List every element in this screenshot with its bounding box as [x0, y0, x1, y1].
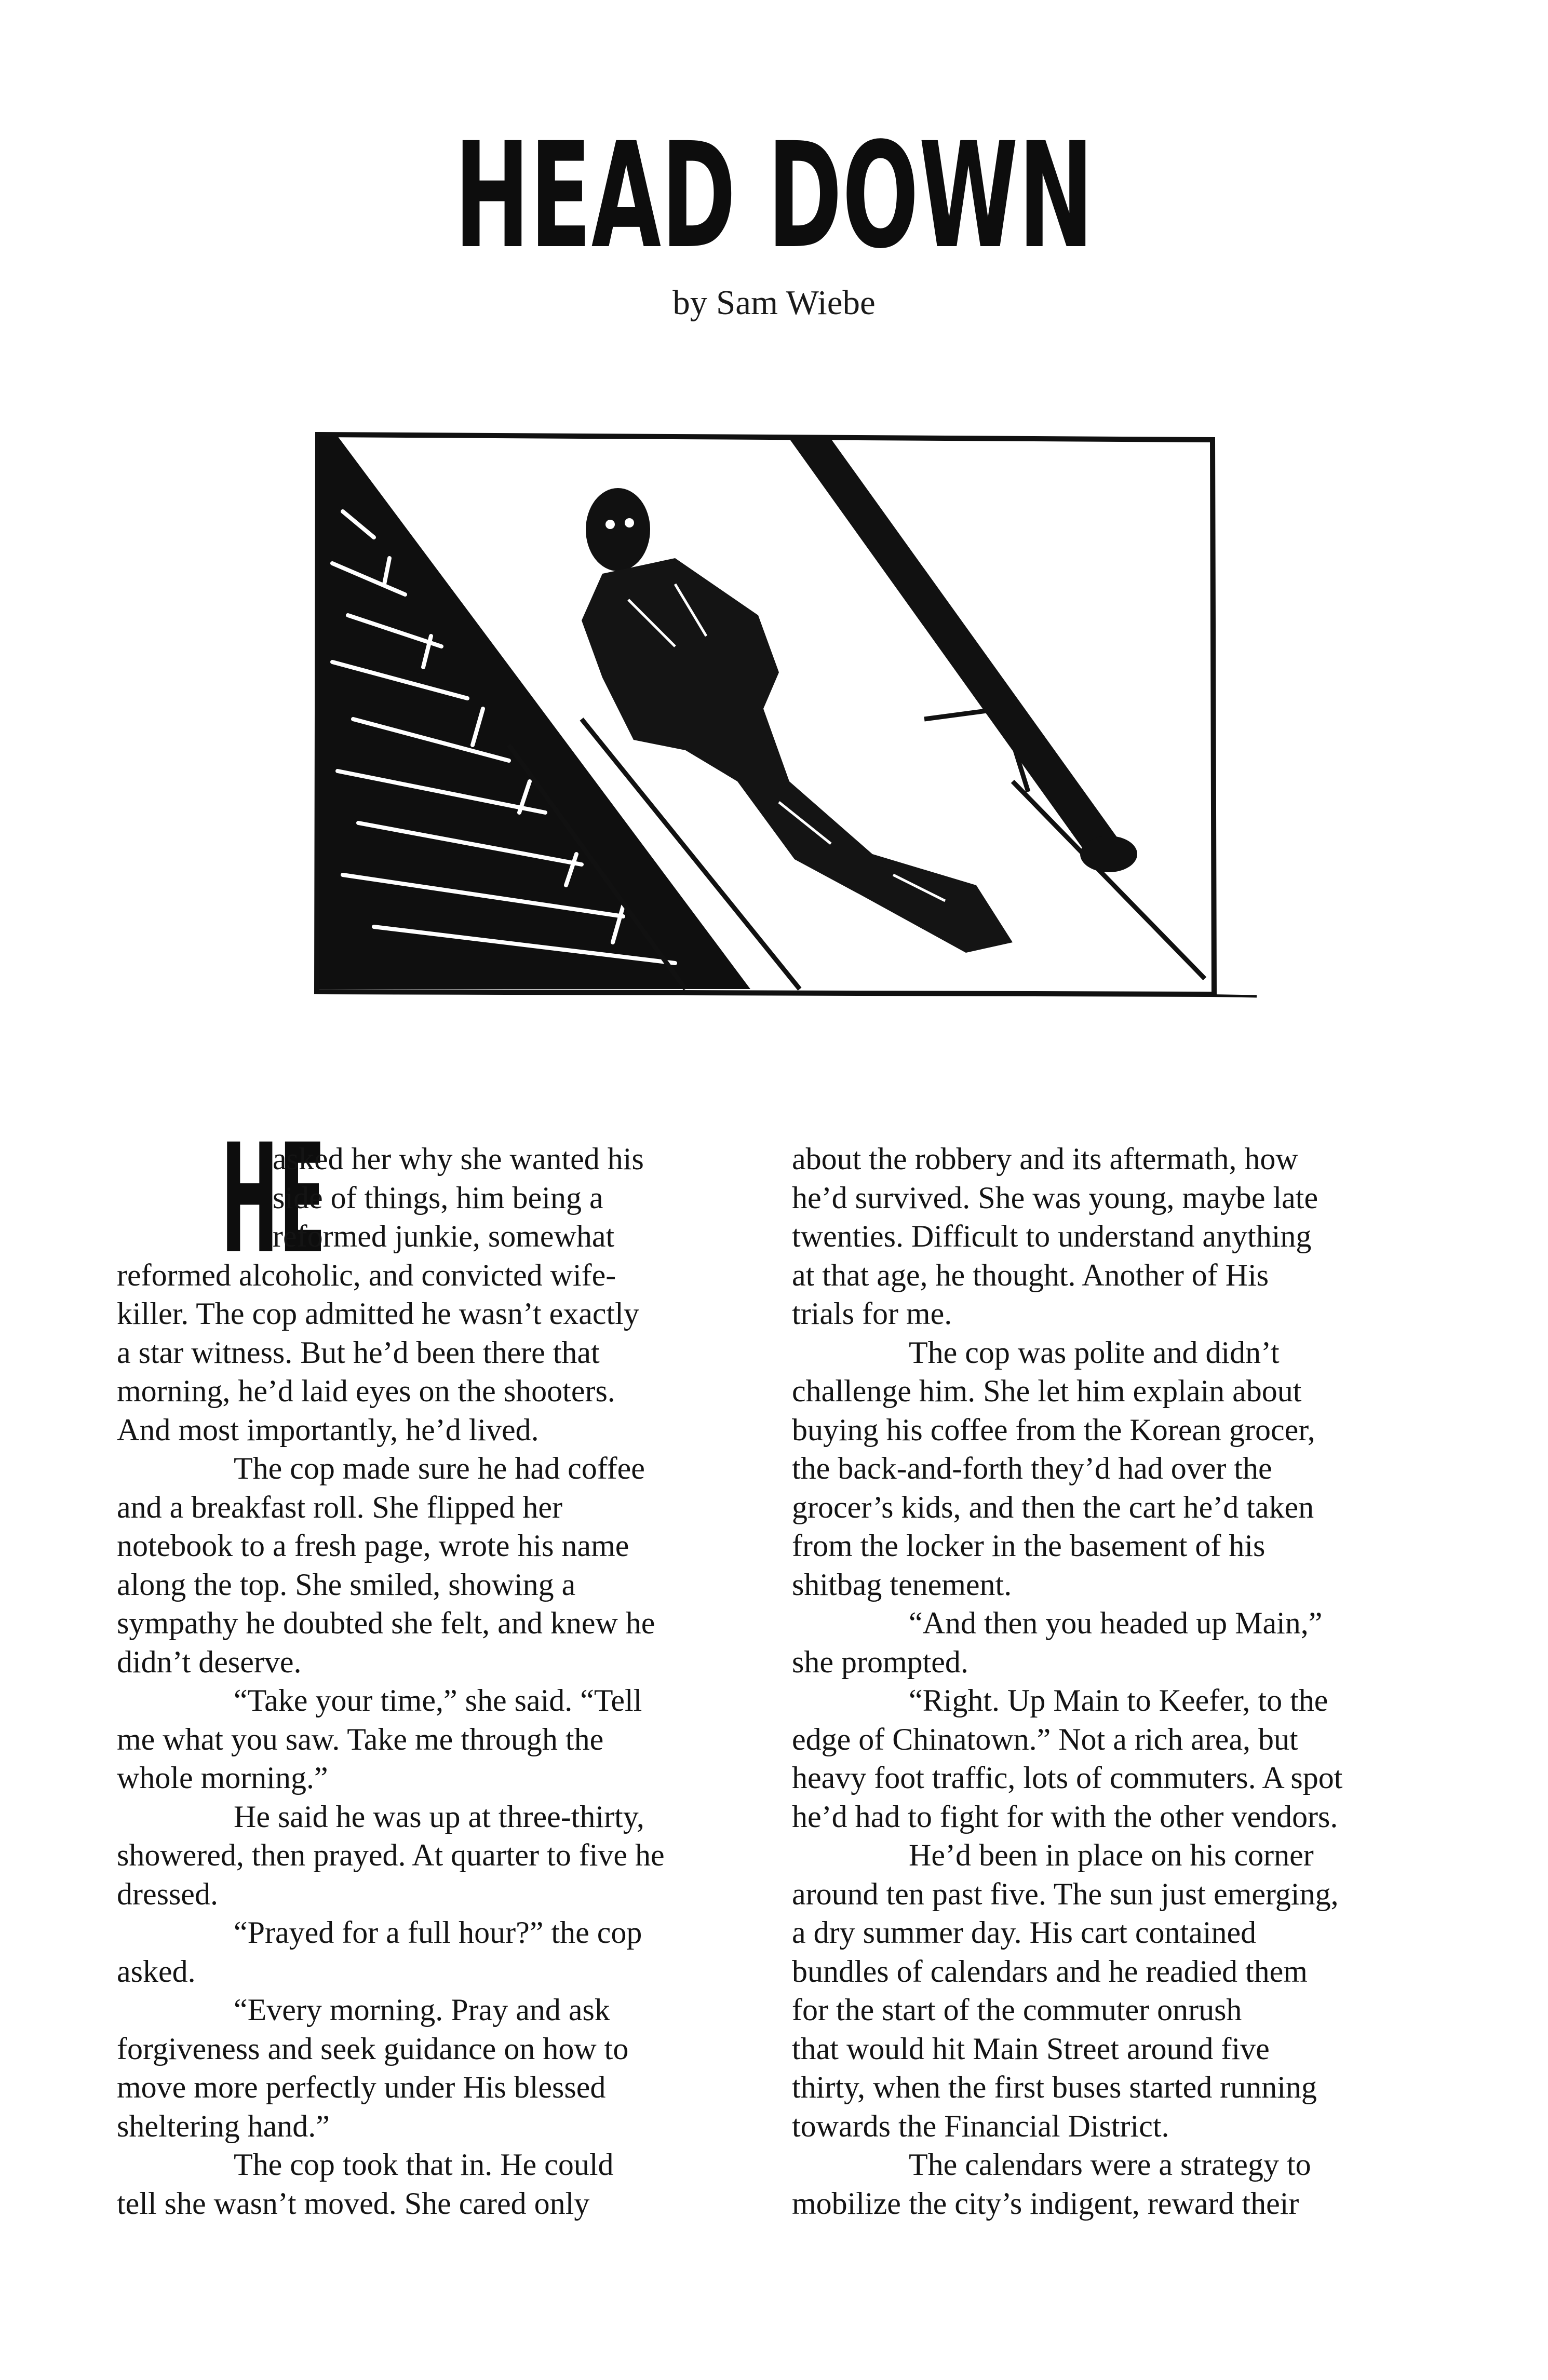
story-line: the back-and-forth they’d had over the: [792, 1451, 1272, 1485]
story-line: grocer’s kids, and then the cart he’d taken: [792, 1490, 1314, 1524]
story-line: challenge him. She let him explain about: [792, 1374, 1302, 1408]
story-line: asked.: [117, 1954, 196, 1989]
story-line: buying his coffee from the Korean grocer,: [792, 1412, 1315, 1447]
story-line: that would hit Main Street around five: [792, 2031, 1270, 2066]
story-column-left: [117, 1112, 787, 2223]
story-line: forgiveness and seek guidance on how to: [117, 2031, 629, 2066]
story-line: “Take your time,” she said. “Tell: [234, 1683, 642, 1718]
story-line: move more perfectly under His blessed: [117, 2070, 606, 2104]
story-line: He’d been in place on his corner: [909, 1838, 1314, 1872]
story-line: The cop made sure he had coffee: [234, 1451, 645, 1485]
story-line: at that age, he thought. Another of His: [792, 1257, 1269, 1292]
story-line: along the top. She smiled, showing a: [117, 1567, 576, 1602]
story-byline: by Sam Wiebe: [672, 283, 876, 322]
story-title: HEAD DOWN: [454, 112, 1094, 281]
story-line: showered, then prayed. At quarter to five he: [117, 1838, 665, 1872]
story-line: side of things, him being a: [273, 1180, 603, 1215]
story-line: morning, he’d laid eyes on the shooters.: [117, 1374, 615, 1408]
story-line: he’d had to fight for with the other vendors.: [792, 1799, 1338, 1834]
story-line: she prompted.: [792, 1644, 968, 1679]
story-line: he’d survived. She was young, maybe late: [792, 1180, 1318, 1215]
story-line: sympathy he doubted she felt, and knew he: [117, 1606, 655, 1640]
story-line: shitbag tenement.: [792, 1567, 1012, 1602]
story-line: The cop was polite and didn’t: [909, 1335, 1280, 1370]
story-line: me what you saw. Take me through the: [117, 1722, 604, 1756]
story-line: a dry summer day. His cart contained: [792, 1915, 1257, 1950]
story-line: reformed junkie, somewhat: [273, 1219, 615, 1253]
story-line: mobilize the city’s indigent, reward their: [792, 2186, 1299, 2221]
story-line: “Prayed for a full hour?” the cop: [234, 1915, 642, 1950]
story-line: whole morning.”: [117, 1761, 328, 1795]
story-line: about the robbery and its aftermath, how: [792, 1142, 1298, 1176]
story-line: a star witness. But he’d been there that: [117, 1335, 600, 1370]
story-line: killer. The cop admitted he wasn’t exactly: [117, 1296, 639, 1331]
story-line: dressed.: [117, 1876, 218, 1911]
story-line: edge of Chinatown.” Not a rich area, but: [792, 1722, 1298, 1756]
story-line: notebook to a fresh page, wrote his name: [117, 1529, 629, 1563]
story-line: tell she wasn’t moved. She cared only: [117, 2186, 590, 2221]
story-line: The calendars were a strategy to: [909, 2147, 1311, 2182]
story-line: twenties. Difficult to understand anything: [792, 1219, 1312, 1253]
story-line: “Every morning. Pray and ask: [234, 1993, 610, 2027]
drop-cap: HE: [221, 1112, 326, 1287]
story-line: The cop took that in. He could: [234, 2147, 614, 2182]
story-line: And most importantly, he’d lived.: [117, 1412, 539, 1447]
story-line: towards the Financial District.: [792, 2108, 1169, 2143]
story-line: for the start of the commuter onrush: [792, 1993, 1242, 2027]
story-line: thirty, when the first buses started running: [792, 2070, 1317, 2104]
story-line: sheltering hand.”: [117, 2108, 330, 2143]
story-line: “And then you headed up Main,”: [909, 1606, 1323, 1640]
story-line: and a breakfast roll. She flipped her: [117, 1490, 563, 1524]
story-line: asked her why she wanted his: [273, 1142, 644, 1176]
story-line: around ten past five. The sun just emerging,: [792, 1876, 1339, 1911]
story-line: didn’t deserve.: [117, 1644, 302, 1679]
story-line: bundles of calendars and he readied them: [792, 1954, 1308, 1989]
story-line: “Right. Up Main to Keefer, to the: [909, 1683, 1328, 1718]
story-line: reformed alcoholic, and convicted wife-: [117, 1257, 616, 1292]
story-line: from the locker in the basement of his: [792, 1529, 1266, 1563]
story-line: heavy foot traffic, lots of commuters. A spot: [792, 1761, 1343, 1795]
story-column-right: [792, 1140, 1433, 2223]
story-line: trials for me.: [792, 1296, 952, 1331]
illustration-icon: [312, 428, 1259, 999]
story-line: He said he was up at three-thirty,: [234, 1799, 644, 1834]
